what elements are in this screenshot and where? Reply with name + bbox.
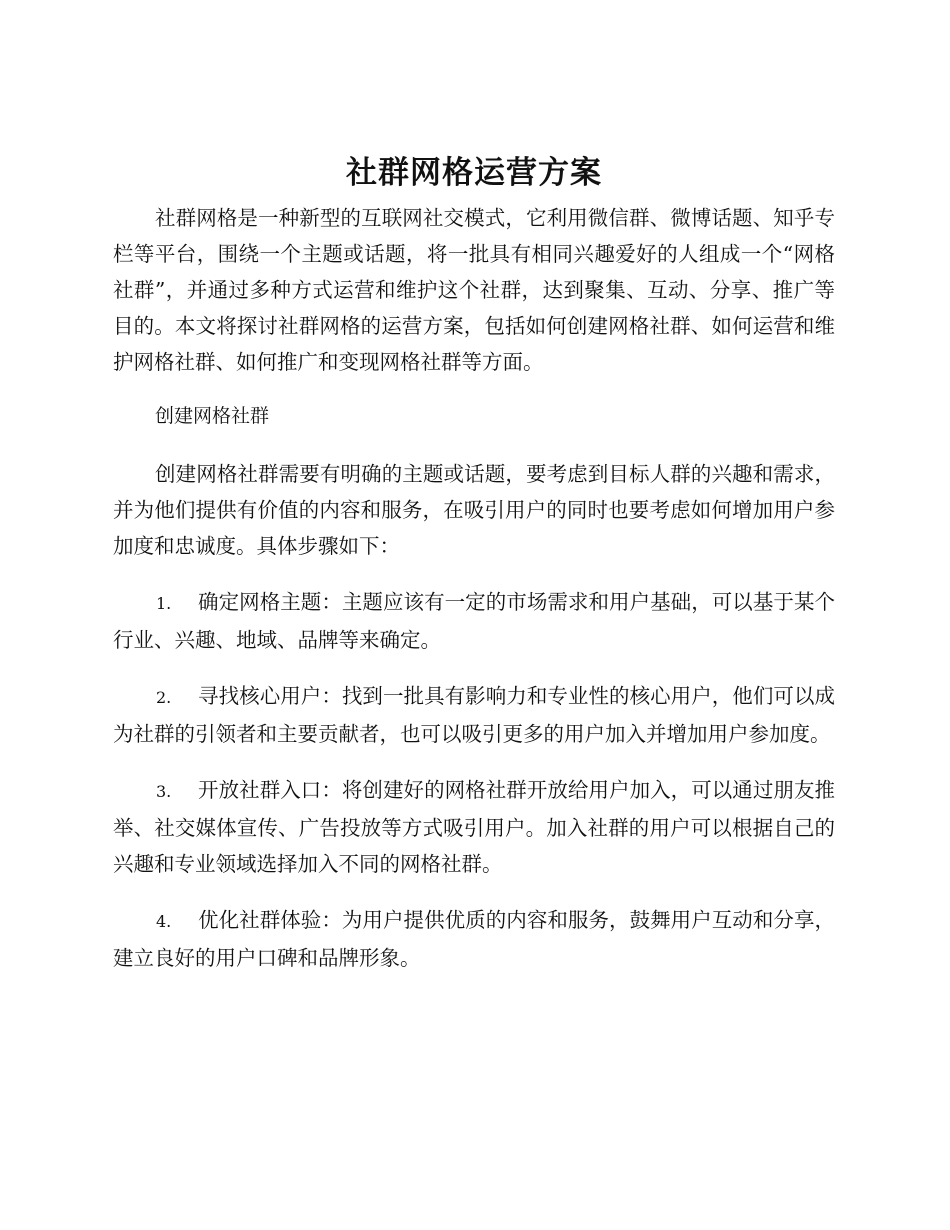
document-title: 社群网格运营方案	[346, 155, 602, 191]
document-page	[113, 148, 835, 976]
list-item	[113, 678, 835, 752]
section-body-paragraph: 创建网格社群需要有明确的主题或话题，要考虑到目标人群的兴趣和需求，并为他们提供有价值的内容和服务，在吸引用户的同时也要考虑如何增加用户参加度和忠诚度。具体步骤如下：	[113, 462, 835, 558]
list-item-text: 优化社群体验：为用户提供优质的内容和服务，鼓舞用户互动和分享，建立良好的用户口碑和品牌形象。	[113, 908, 835, 970]
list-item-text: 确定网格主题：主题应该有一定的市场需求和用户基础，可以基于某个行业、兴趣、地域、品牌等来确定。	[113, 590, 835, 652]
list-item-text: 寻找核心用户：找到一批具有影响力和专业性的核心用户，他们可以成为社群的引领者和主要贡献者，也可以吸引更多的用户加入并增加用户参加度。	[113, 684, 835, 746]
section-heading: 创建网格社群	[155, 405, 270, 427]
list-item-number: 2.	[156, 688, 172, 707]
steps-list	[113, 584, 835, 976]
list-item	[113, 902, 835, 976]
list-item	[113, 584, 835, 658]
list-item-number: 4.	[156, 912, 172, 931]
list-item-number: 3.	[156, 782, 172, 801]
list-item	[113, 772, 835, 882]
list-item-number: 1.	[156, 594, 172, 613]
intro-paragraph: 社群网格是一种新型的互联网社交模式，它利用微信群、微博话题、知乎专栏等平台，围绕一个主题或话题，将一批具有相同兴趣爱好的人组成一个“网格社群”，并通过多种方式运营和维护这个社群，达到聚集、互动、分享、推广等目的。本文将探讨社群网格的运营方案，包括如何创建网格社群、如何运营和维护网格社群、如何推广和变现网格社群等方面。	[113, 206, 835, 374]
list-item-text: 开放社群入口：将创建好的网格社群开放给用户加入，可以通过朋友推举、社交媒体宣传、广告投放等方式吸引用户。加入社群的用户可以根据自己的兴趣和专业领域选择加入不同的网格社群。	[113, 778, 835, 876]
